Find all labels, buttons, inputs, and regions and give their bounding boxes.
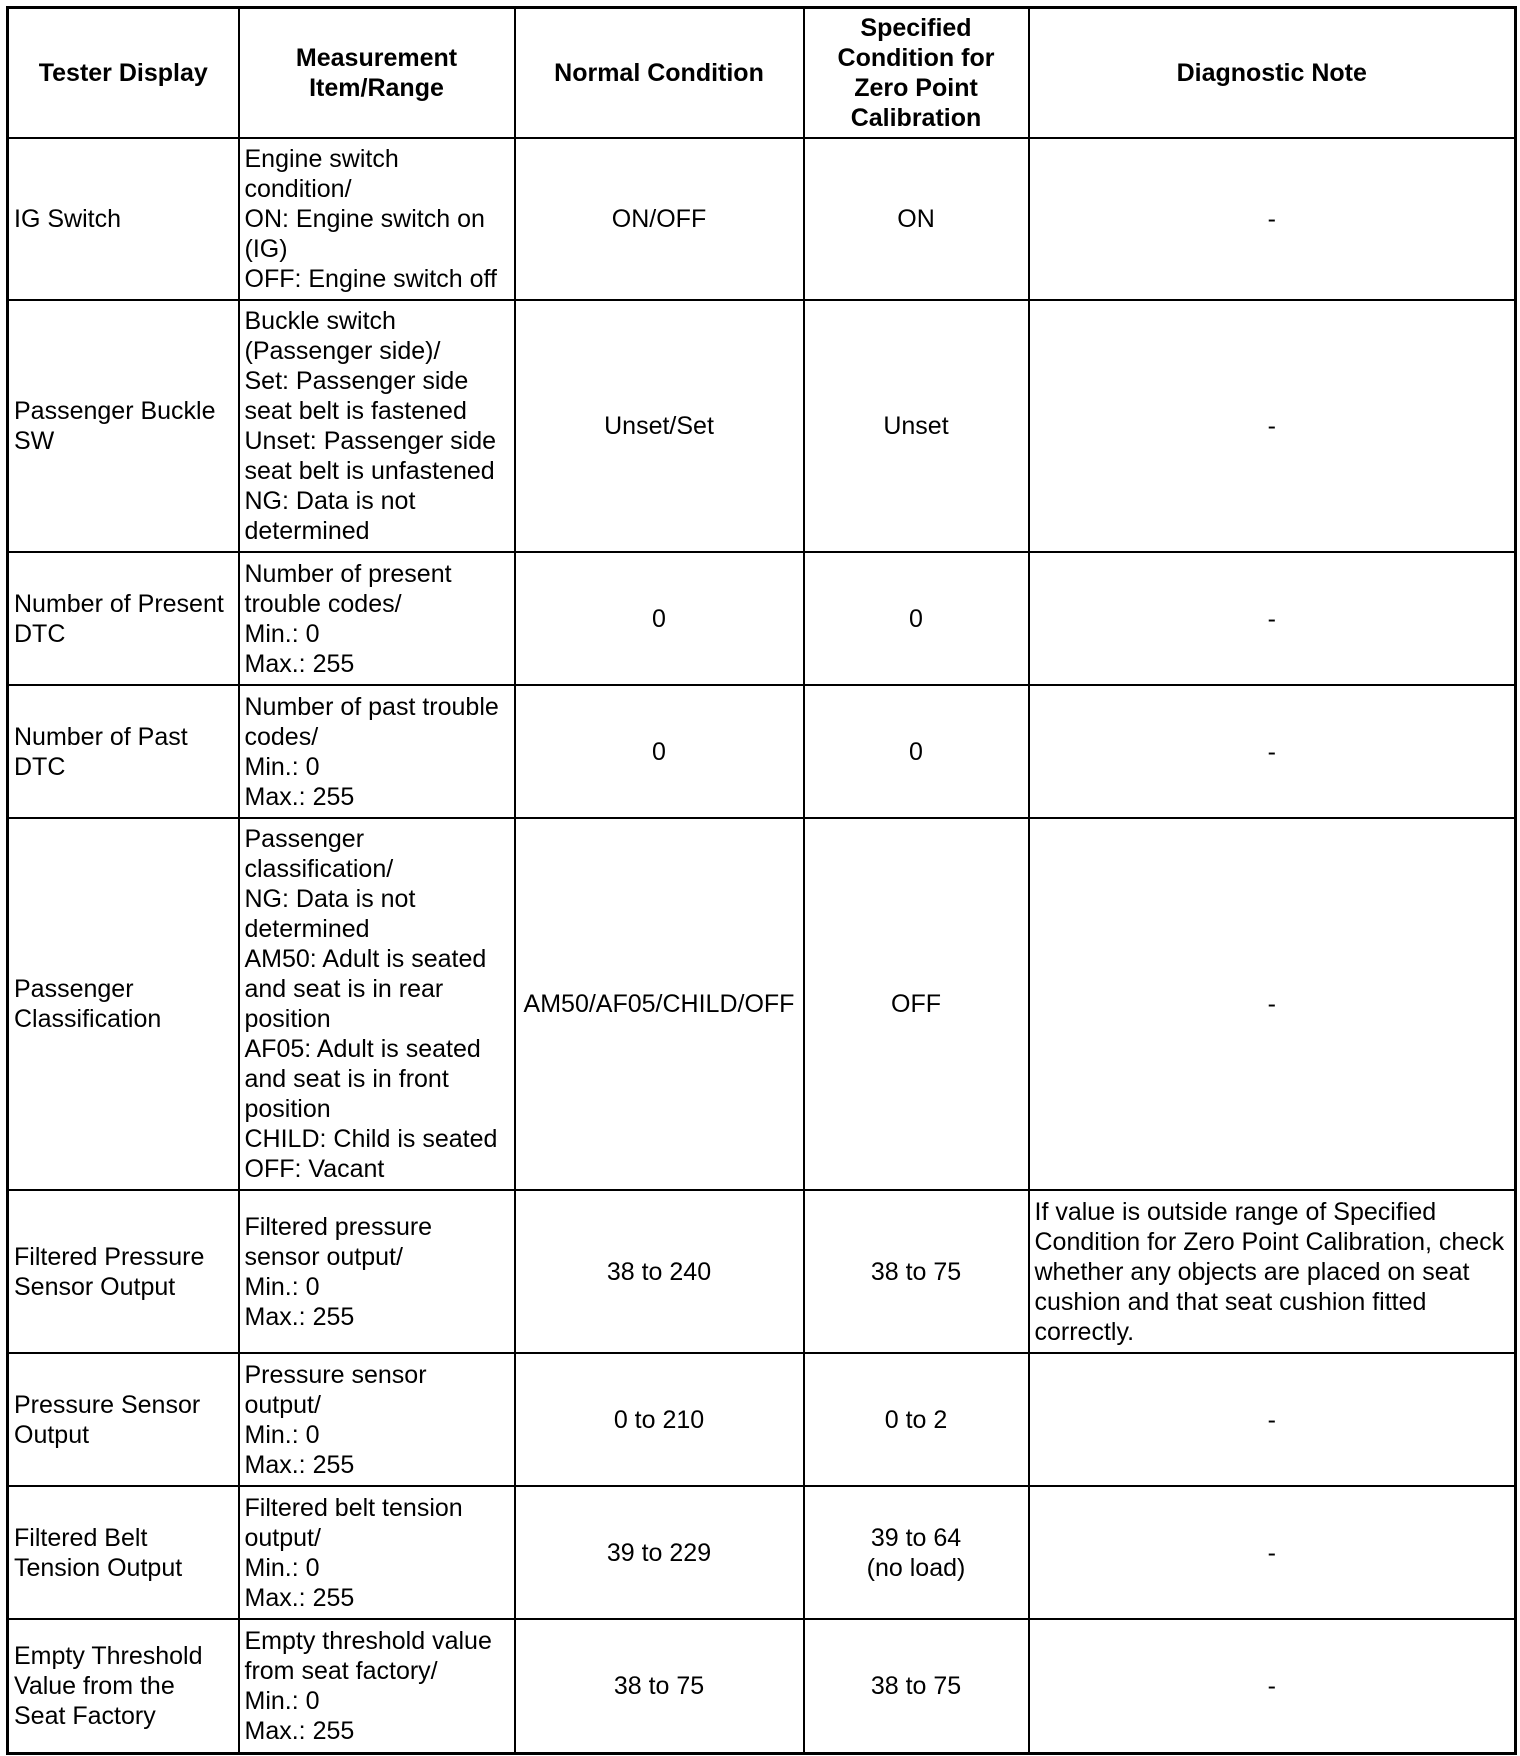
specified-condition-cell: 38 to 75 <box>804 1619 1029 1753</box>
table-row <box>8 685 1516 818</box>
measurement-cell: Pressure sensor output/ Min.: 0 Max.: 255 <box>239 1353 515 1486</box>
measurement-cell: Buckle switch (Passenger side)/ Set: Passenger side seat belt is fastened Unset: Passenger side seat belt is unfastened NG: Data is not determined <box>239 300 515 552</box>
normal-condition-cell: 38 to 75 <box>515 1619 804 1753</box>
tester-display-cell: Filtered Pressure Sensor Output <box>8 1190 239 1353</box>
tester-display-cell: Passenger Buckle SW <box>8 300 239 552</box>
normal-condition-cell: 38 to 240 <box>515 1190 804 1353</box>
diagnostic-note-cell: - <box>1029 138 1516 300</box>
table-row <box>8 1190 1516 1353</box>
normal-condition-cell: 0 <box>515 552 804 685</box>
normal-condition-cell: AM50/AF05/CHILD/OFF <box>515 818 804 1190</box>
normal-condition-cell: 39 to 229 <box>515 1486 804 1619</box>
measurement-cell: Engine switch condition/ ON: Engine switch on (IG) OFF: Engine switch off <box>239 138 515 300</box>
diagnostic-note-cell: - <box>1029 685 1516 818</box>
diagnostic-note-cell: If value is outside range of Specified Condition for Zero Point Calibration, check whether any objects are placed on seat cushion and that seat cushion fitted correctly. <box>1029 1190 1516 1353</box>
normal-condition-cell: 0 to 210 <box>515 1353 804 1486</box>
tester-display-cell: Passenger Classification <box>8 818 239 1190</box>
table-row <box>8 1486 1516 1619</box>
normal-condition-cell: Unset/Set <box>515 300 804 552</box>
measurement-cell: Number of present trouble codes/ Min.: 0 Max.: 255 <box>239 552 515 685</box>
header-specified-condition: Specified Condition for Zero Point Calibration <box>804 8 1029 139</box>
table-row <box>8 300 1516 552</box>
specified-condition-cell: OFF <box>804 818 1029 1190</box>
tester-display-cell: Pressure Sensor Output <box>8 1353 239 1486</box>
normal-condition-cell: ON/OFF <box>515 138 804 300</box>
diagnostic-note-cell: - <box>1029 300 1516 552</box>
tester-display-cell: Filtered Belt Tension Output <box>8 1486 239 1619</box>
diagnostic-note-cell: - <box>1029 1619 1516 1753</box>
specified-condition-cell: Unset <box>804 300 1029 552</box>
table-row <box>8 1353 1516 1486</box>
diagnostic-note-cell: - <box>1029 552 1516 685</box>
table-row <box>8 818 1516 1190</box>
data-monitor-table-sheet <box>6 6 1514 1755</box>
table-header-row <box>8 8 1516 139</box>
diagnostic-note-cell: - <box>1029 818 1516 1190</box>
specified-condition-cell: 38 to 75 <box>804 1190 1029 1353</box>
diagnostic-note-cell: - <box>1029 1486 1516 1619</box>
specified-condition-cell: ON <box>804 138 1029 300</box>
tester-display-cell: Number of Present DTC <box>8 552 239 685</box>
tester-display-cell: IG Switch <box>8 138 239 300</box>
measurement-cell: Number of past trouble codes/ Min.: 0 Max.: 255 <box>239 685 515 818</box>
specified-condition-cell: 0 <box>804 685 1029 818</box>
data-monitor-table <box>6 6 1517 1755</box>
tester-display-cell: Number of Past DTC <box>8 685 239 818</box>
measurement-cell: Filtered pressure sensor output/ Min.: 0 Max.: 255 <box>239 1190 515 1353</box>
measurement-cell: Filtered belt tension output/ Min.: 0 Max.: 255 <box>239 1486 515 1619</box>
header-diagnostic-note: Diagnostic Note <box>1029 8 1516 139</box>
diagnostic-note-cell: - <box>1029 1353 1516 1486</box>
table-row <box>8 552 1516 685</box>
header-tester-display: Tester Display <box>8 8 239 139</box>
specified-condition-cell: 0 to 2 <box>804 1353 1029 1486</box>
normal-condition-cell: 0 <box>515 685 804 818</box>
measurement-cell: Empty threshold value from seat factory/ Min.: 0 Max.: 255 <box>239 1619 515 1753</box>
tester-display-cell: Empty Threshold Value from the Seat Factory <box>8 1619 239 1753</box>
measurement-cell: Passenger classification/ NG: Data is not determined AM50: Adult is seated and seat is in rear position AF05: Adult is seated and seat is in front position CHILD: Child is seated OFF: Vacant <box>239 818 515 1190</box>
header-measurement-item-range: Measurement Item/Range <box>239 8 515 139</box>
specified-condition-cell: 39 to 64 (no load) <box>804 1486 1029 1619</box>
table-row <box>8 138 1516 300</box>
table-row <box>8 1619 1516 1753</box>
specified-condition-cell: 0 <box>804 552 1029 685</box>
header-normal-condition: Normal Condition <box>515 8 804 139</box>
